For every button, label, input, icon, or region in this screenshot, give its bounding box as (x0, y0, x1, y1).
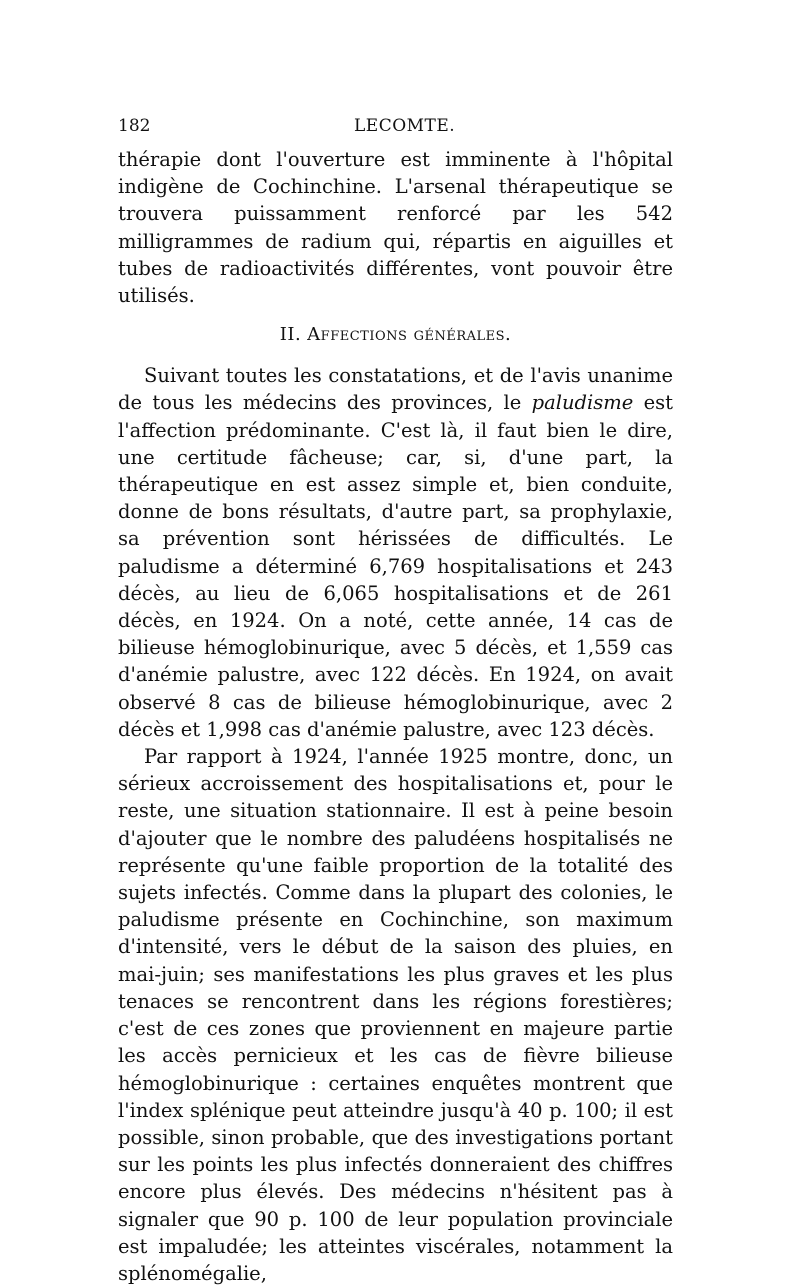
paragraph-continued: thérapie dont l'ouverture est imminente à l'hôpital indigène de Cochinchine. L'arsenal thérapeutique se trouvera puissamment renforcé par les 542 milligrammes de radium qui, répartis en aiguilles et tubes de radioactivités différentes, vont pouvoir être utilisés. (118, 148, 673, 308)
paragraph-comparison: Par rapport à 1924, l'année 1925 montre, donc, un sérieux accroissement des hospitalisations et, pour le reste, une situation stationnaire. Il est à peine besoin d'ajouter que le nombre des paludéens hospitalisés ne représente qu'une faible proportion de la totalité des sujets infectés. Comme dans la plupart des colonies, le paludisme présente en Cochinchine, son maximum d'intensité, vers le début de la saison des pluies, en mai-juin; ses manifestations les plus graves et les plus tenaces se rencontrent dans les régions forestières; c'est de ces zones que proviennent en majeure partie les accès pernicieux et les cas de fièvre bilieuse hémoglobinurique : certaines enquêtes montrent que l'index splénique peut atteindre jusqu'à 40 p. 100; il est possible, sinon probable, que des investigations portant sur les points les plus infectés donneraient des chiffres encore plus élevés. Des médecins n'hésitent pas à signaler que 90 p. 100 de leur population provinciale est impaludée; les atteintes viscérales, notamment la splénomégalie, (118, 745, 673, 1285)
paragraph-text-before: Suivant toutes les constatations, et de l'avis unanime de tous les médecins des provinces, le (118, 364, 673, 415)
italic-term: paludisme (531, 391, 634, 415)
running-title: LECOMTE. (354, 116, 456, 136)
section-number: II. (279, 324, 302, 346)
page-number: 182 (118, 116, 151, 136)
paragraph-text-after: est l'affection prédominante. C'est là, il faut bien le dire, une certitude fâcheuse; car, si, d'une part, la thérapeutique en est assez simple et, bien conduite, donne de bons résultats, d'autre part, sa prophylaxie, sa prévention sont hérissées de difficultés. Le paludisme a déterminé 6,769 hospitalisations et 243 décès, au lieu de 6,065 hospitalisations et de 261 décès, en 1924. On a noté, cette année, 14 cas de bilieuse hémoglobinurique, avec 5 décès, et 1,559 cas d'anémie palustre, avec 122 décès. En 1924, on avait observé 8 cas de bilieuse hémoglobinurique, avec 2 décès et 1,998 cas d'anémie palustre, avec 123 décès. (118, 391, 673, 741)
running-head (118, 110, 673, 146)
section-title: Affections générales. (307, 324, 512, 346)
book-page (118, 110, 673, 1287)
paragraph-paludisme (118, 362, 673, 743)
section-heading (118, 324, 673, 345)
